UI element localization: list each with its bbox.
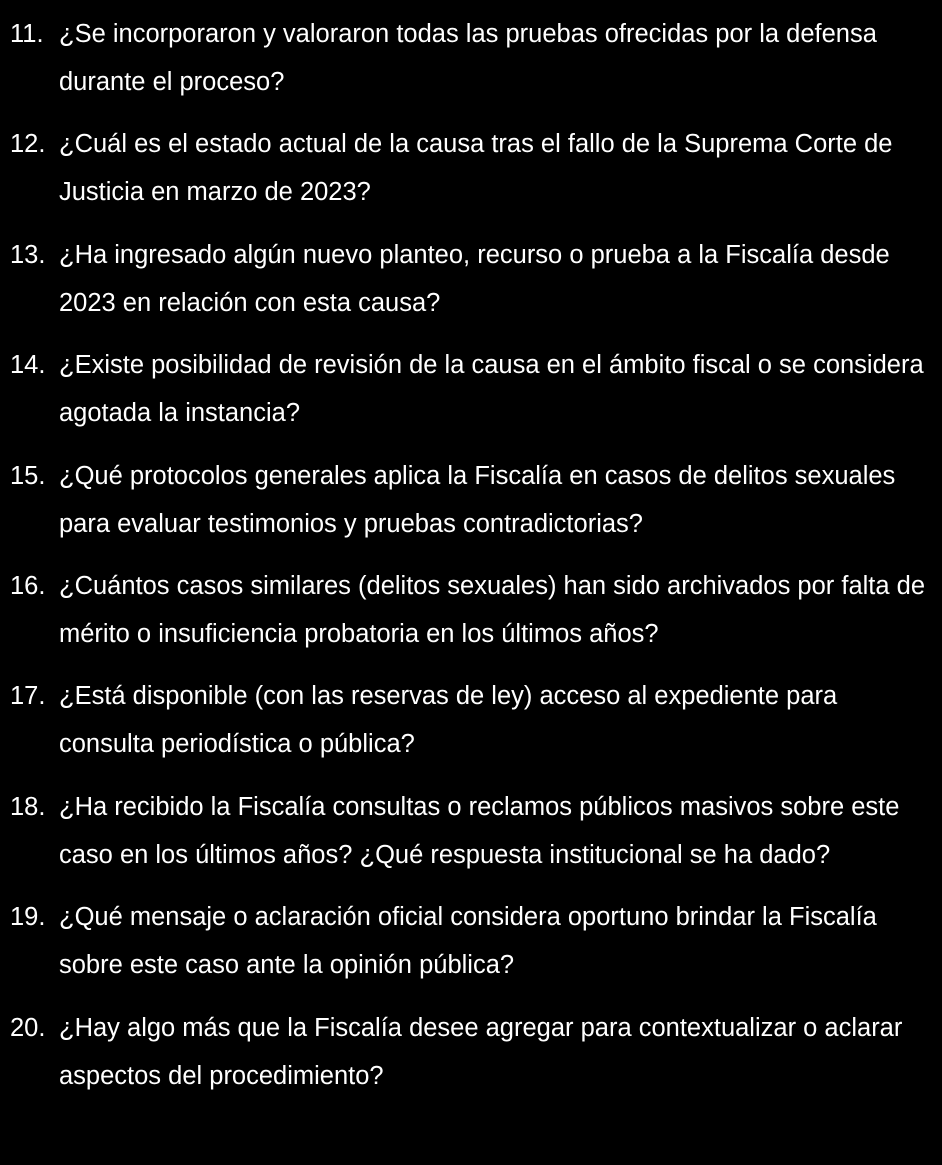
list-item [10,10,928,106]
question-text: ¿Cuál es el estado actual de la causa tras el fallo de la Suprema Corte de Justicia en marzo de 2023? [59,130,893,207]
list-item [10,1004,928,1100]
question-number: 14. [10,351,46,380]
question-number: 12. [10,130,46,159]
question-text: ¿Se incorporaron y valoraron todas las pruebas ofrecidas por la defensa durante el proceso? [59,20,877,96]
list-item [10,120,928,216]
question-text: ¿Qué protocolos generales aplica la Fiscalía en casos de delitos sexuales para evaluar testimonios y pruebas contradictorias? [59,461,896,538]
question-list [10,10,928,1100]
list-item [10,893,928,989]
question-number: 16. [10,571,46,600]
question-number: 15. [10,461,46,490]
list-item [10,562,928,658]
list-item [10,672,928,768]
list-item [10,231,928,327]
question-number: 13. [10,240,46,269]
question-number: 20. [10,1013,46,1042]
question-text: ¿Ha ingresado algún nuevo planteo, recurso o prueba a la Fiscalía desde 2023 en relación con esta causa? [59,240,890,317]
question-text: ¿Ha recibido la Fiscalía consultas o reclamos públicos masivos sobre este caso en los últimos años? ¿Qué respuesta institucional se ha dado? [59,792,900,869]
question-number: 11. [10,20,44,48]
list-item [10,452,928,548]
question-text: ¿Existe posibilidad de revisión de la causa en el ámbito fiscal o se considera agotada la instancia? [59,351,924,428]
list-item [10,341,928,437]
question-number: 18. [10,792,46,821]
question-number: 19. [10,903,46,932]
list-item [10,783,928,879]
question-text: ¿Está disponible (con las reservas de ley) acceso al expediente para consulta periodística o pública? [59,682,838,759]
question-text: ¿Qué mensaje o aclaración oficial considera oportuno brindar la Fiscalía sobre este caso ante la opinión pública? [59,903,877,980]
question-text: ¿Cuántos casos similares (delitos sexuales) han sido archivados por falta de mérito o insuficiencia probatoria en los últimos años? [59,571,926,648]
question-text: ¿Hay algo más que la Fiscalía desee agregar para contextualizar o aclarar aspectos del procedimiento? [59,1013,903,1090]
question-number: 17. [10,682,46,711]
